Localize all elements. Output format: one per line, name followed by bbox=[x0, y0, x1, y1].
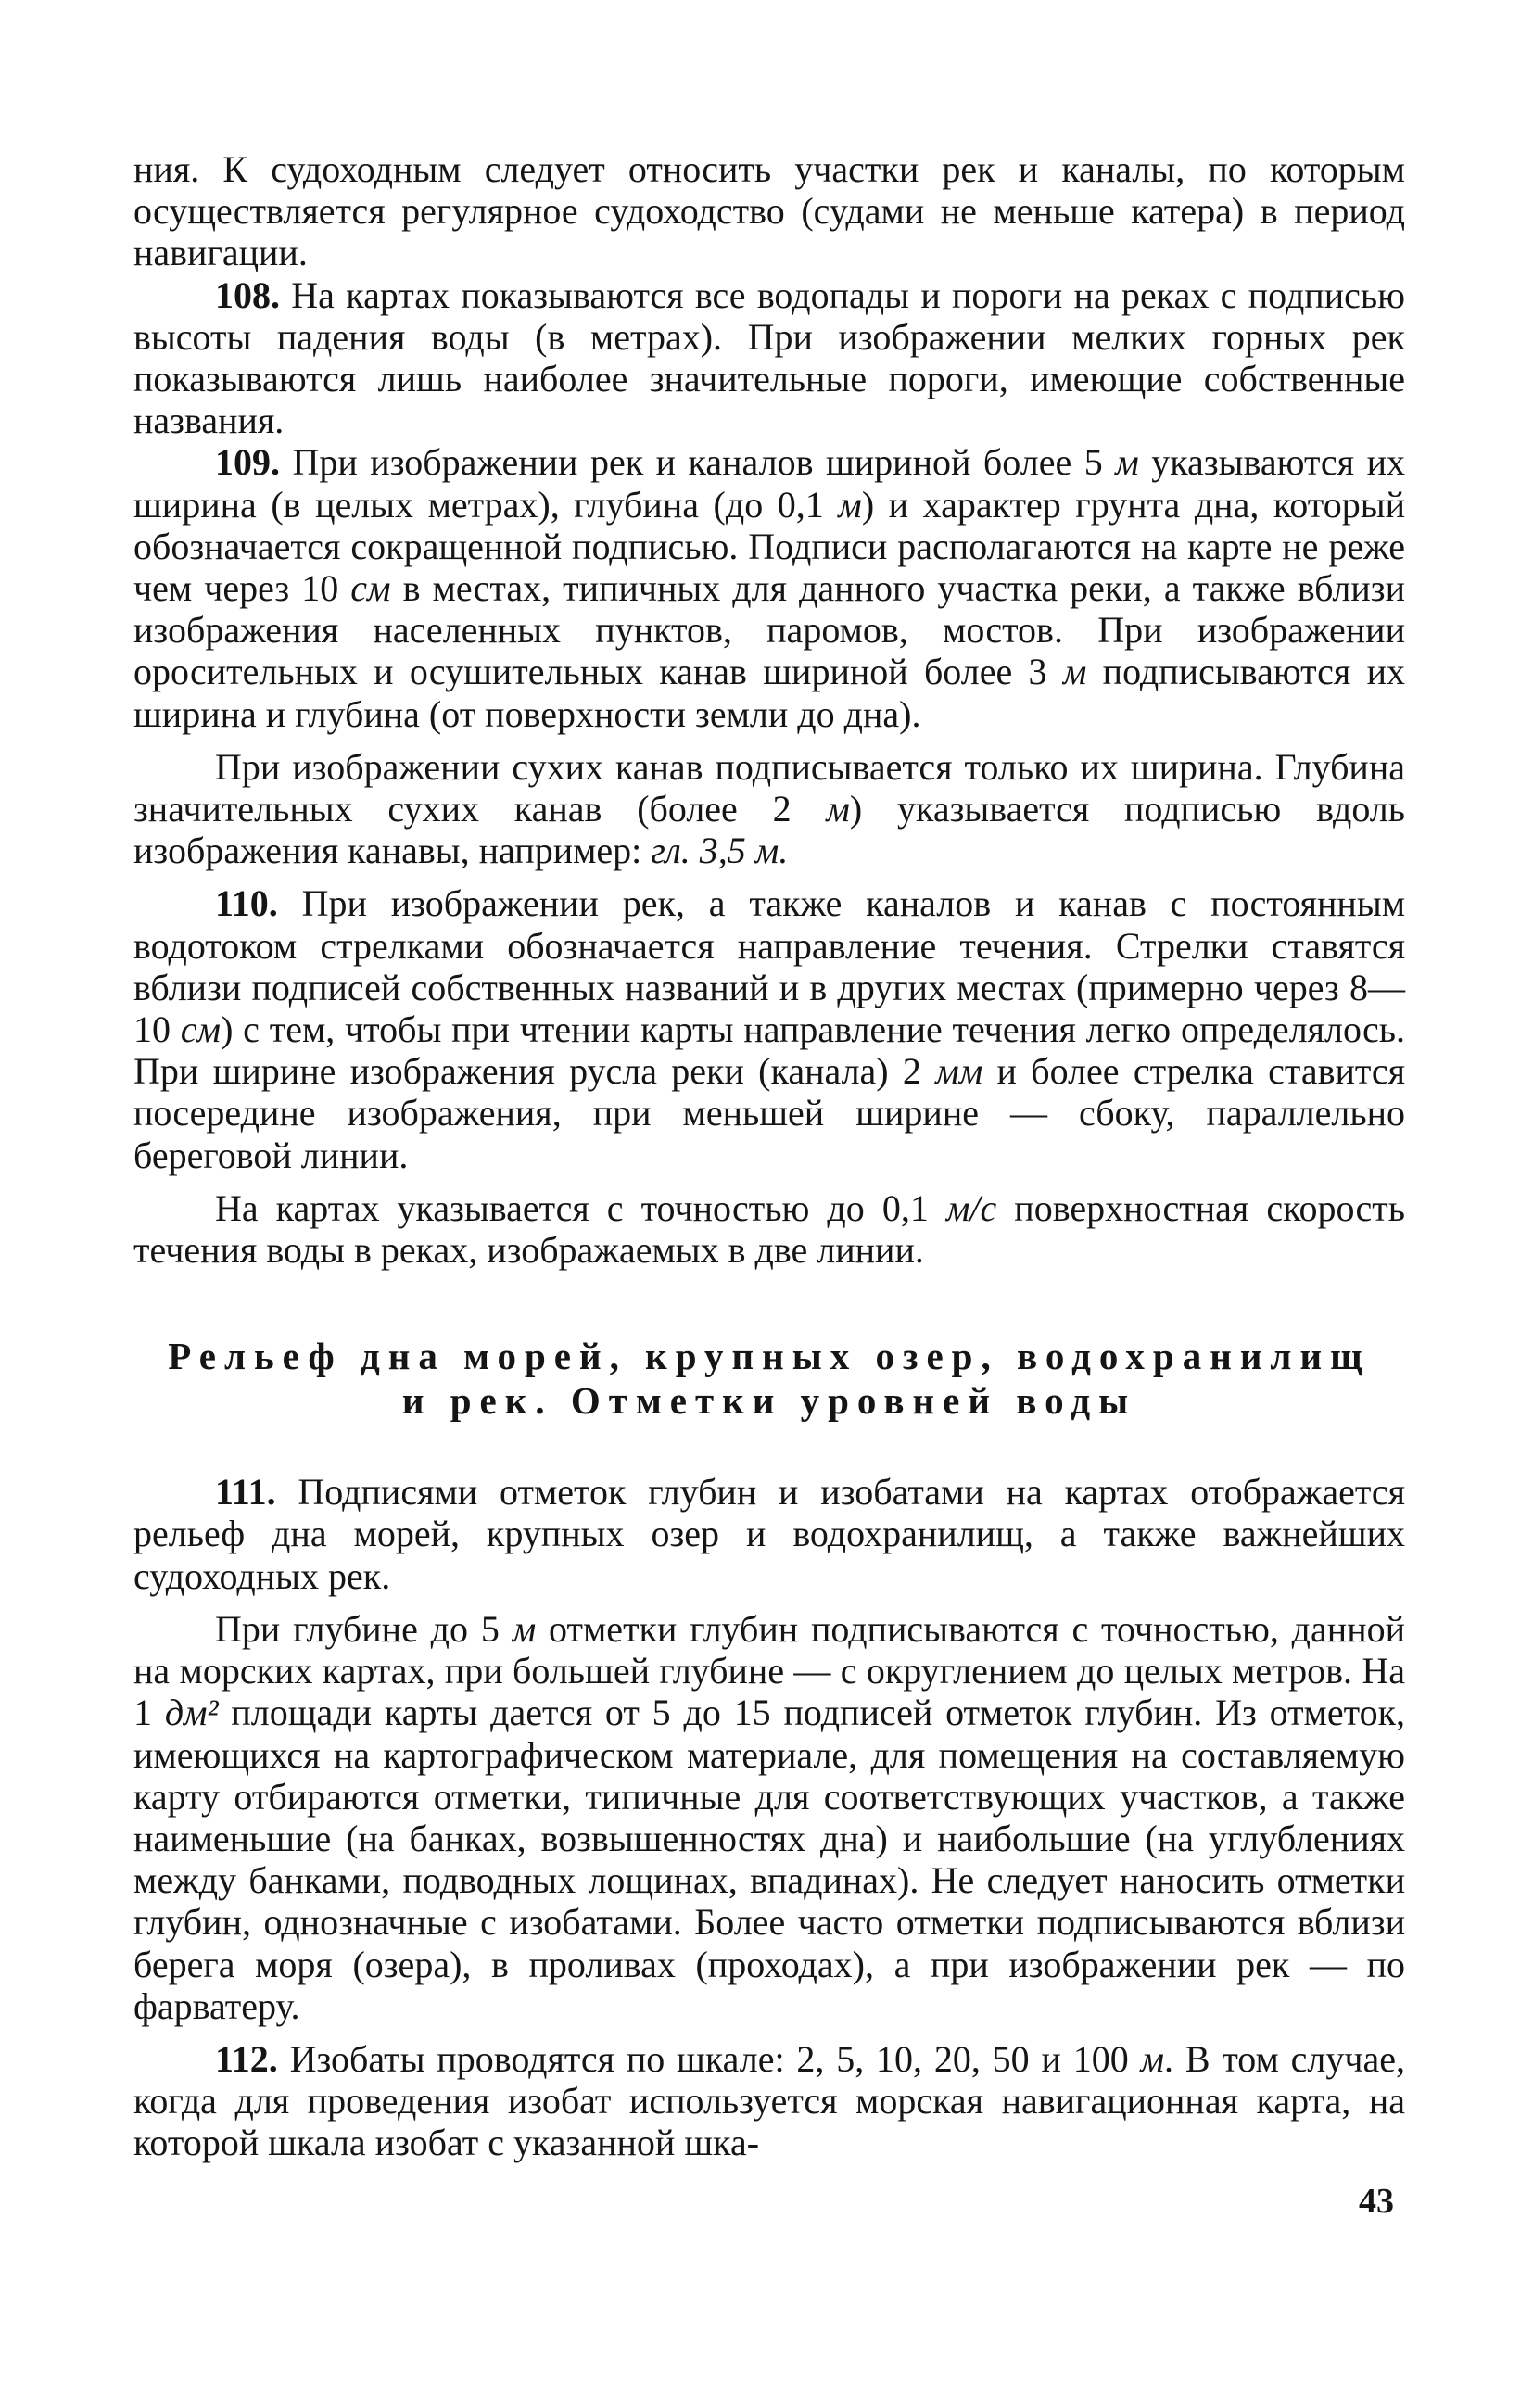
paragraph-109 bbox=[133, 441, 1405, 734]
paragraph-text: поверхностная скорость течения воды в реках, изображаемых в две линии. bbox=[133, 1186, 1405, 1272]
section-heading-line: и рек. Отметки уровней воды bbox=[401, 1379, 1137, 1423]
unit: дм² bbox=[164, 1692, 219, 1734]
unit: м bbox=[826, 788, 850, 830]
paragraph-text: При изображении рек и каналов шириной более 5 bbox=[280, 441, 1116, 484]
unit: м bbox=[1115, 441, 1139, 484]
paragraph-text: ) и характер грунта дна, который обозначается сокращенной подписью. Подписи располагаются на карте не реже чем через 10 bbox=[133, 483, 1405, 610]
paragraph-text: ) с тем, чтобы при чтении карты направление течения легко определялось. При ширине изображения русла реки (канала) 2 bbox=[133, 1008, 1406, 1093]
paragraph-text: Подписями отметок глубин и изобатами на картах отображается рельеф дна морей, крупных озер и водохранилищ, а также важнейших судоходных рек. bbox=[133, 1471, 1405, 1597]
paragraph-text: При изображении сухих канав подписывается только их ширина. Глубина значительных сухих канав (более 2 bbox=[133, 745, 1405, 830]
page-number: 43 bbox=[1359, 2182, 1394, 2221]
paragraph-number: 110. bbox=[215, 882, 278, 925]
paragraph-text: и более стрелка ставится посередине изображения, при меньшей ширине — сбоку, параллельно береговой линии. bbox=[133, 1050, 1406, 1176]
paragraph-text: указываются их ширина (в целых метрах), глубина (до 0,1 bbox=[133, 441, 1405, 526]
paragraph-number: 108. bbox=[215, 273, 280, 316]
paragraph-text: площади карты дается от 5 до 15 подписей отметок глубин. Из отметок, имеющихся на картографическом материале, для помещения на составляемую карту отбираются отметки, типичные для соответствующих участков, а также наименьшие (на банках, возвышенностях дна) и наибольшие (на углублениях между банками, подводных лощинах, впадинах). Не следует наносить отметки глубин, однозначные с изобатами. Более часто отметки подписываются вблизи берега моря (озера), в проливах (проходах), а при изображении рек — по фарватеру. bbox=[133, 1692, 1405, 2027]
paragraph-112 bbox=[133, 2038, 1405, 2164]
paragraph-number: 109. bbox=[215, 441, 280, 484]
paragraph-text: На картах указывается с точностью до 0,1 bbox=[215, 1186, 946, 1229]
section-heading bbox=[133, 1334, 1405, 1423]
paragraph-110b bbox=[133, 1187, 1405, 1271]
paragraph-number: 112. bbox=[215, 2037, 278, 2080]
paragraph-text: На картах показываются все водопады и пороги на реках с подписью высоты падения воды (в метрах). При изображении мелких горных рек показываются лишь наиболее значительные пороги, имеющие собственные названия. bbox=[133, 273, 1405, 442]
section-heading-line: Рельеф дна морей, крупных озер, водохранилищ bbox=[168, 1335, 1371, 1378]
unit: мм bbox=[935, 1050, 983, 1093]
paragraph-number: 111. bbox=[215, 1471, 276, 1514]
paragraph-text: ) указывается подписью вдоль изображения канавы, например: bbox=[133, 788, 1405, 872]
page-body bbox=[133, 148, 1405, 2164]
example: гл. 3,5 м. bbox=[651, 830, 789, 872]
unit: м/с bbox=[945, 1186, 997, 1229]
paragraph-text: . В том случае, когда для проведения изобат используется морская навигационная карта, на которой шкала изобат с указанной шка- bbox=[133, 2037, 1405, 2164]
paragraph-intro bbox=[133, 148, 1405, 274]
unit: см bbox=[180, 1008, 222, 1051]
unit: м bbox=[838, 483, 862, 526]
unit: см bbox=[350, 567, 391, 610]
unit: м bbox=[1062, 651, 1087, 693]
paragraph-text: в местах, типичных для данного участка реки, а также вблизи изображения населенных пунктов, паромов, мостов. При изображении оросительных и осушительных канав шириной более 3 bbox=[133, 567, 1405, 693]
paragraph-111 bbox=[133, 1471, 1405, 1597]
paragraph-text: При изображении рек, а также каналов и канав с постоянным водотоком стрелками обозначается направление течения. Стрелки ставятся вблизи подписей собственных названий и в других местах (примерно через 8—10 bbox=[133, 882, 1405, 1051]
paragraph-111b bbox=[133, 1608, 1405, 2027]
paragraph-text: При глубине до 5 bbox=[215, 1607, 513, 1650]
paragraph-text: отметки глубин подписываются с точностью, данной на морских картах, при большей глубине — с округлением до целых метров. На 1 bbox=[133, 1607, 1406, 1734]
unit: м bbox=[1140, 2037, 1165, 2080]
paragraph-text: подписываются их ширина и глубина (от поверхности земли до дна). bbox=[133, 651, 1406, 735]
paragraph-text: Изобаты проводятся по шкале: 2, 5, 10, 20, 50 и 100 bbox=[277, 2037, 1141, 2080]
paragraph-109b bbox=[133, 746, 1405, 872]
paragraph-110 bbox=[133, 882, 1405, 1175]
paragraph-text: ния. К судоходным следует относить участки рек и каналы, по которым осуществляется регулярное судоходство (судами не меньше катера) в период навигации. bbox=[133, 148, 1405, 274]
paragraph-108 bbox=[133, 274, 1405, 442]
unit: м bbox=[512, 1607, 537, 1650]
